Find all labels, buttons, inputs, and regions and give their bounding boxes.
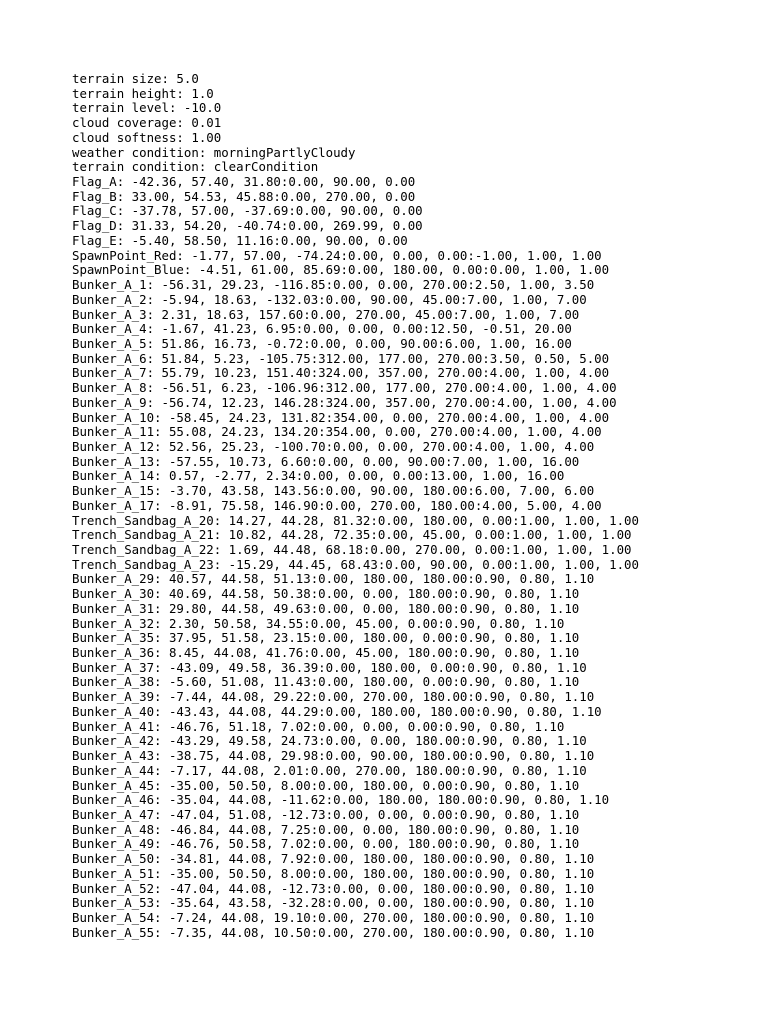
text-line: Bunker_A_39: -7.44, 44.08, 29.22:0.00, 270.00, 180.00:0.90, 0.80, 1.10 bbox=[72, 689, 595, 705]
text-line: Bunker_A_3: 2.31, 18.63, 157.60:0.00, 270.00, 45.00:7.00, 1.00, 7.00 bbox=[72, 306, 580, 322]
text-line: terrain size: 5.0 bbox=[72, 71, 199, 86]
text-line: SpawnPoint_Blue: -4.51, 61.00, 85.69:0.00, 180.00, 0.00:0.00, 1.00, 1.00 bbox=[72, 262, 610, 278]
text-line: Bunker_A_12: 52.56, 25.23, -100.70:0.00, 0.00, 270.00:4.00, 1.00, 4.00 bbox=[72, 438, 595, 454]
text-line: terrain height: 1.0 bbox=[72, 85, 214, 101]
text-line: Bunker_A_55: -7.35, 44.08, 10.50:0.00, 270.00, 180.00:0.90, 0.80, 1.10 bbox=[72, 924, 595, 940]
text-line: Bunker_A_43: -38.75, 44.08, 29.98:0.00, 90.00, 180.00:0.90, 0.80, 1.10 bbox=[72, 748, 595, 764]
text-line: Bunker_A_42: -43.29, 49.58, 24.73:0.00, 0.00, 180.00:0.90, 0.80, 1.10 bbox=[72, 733, 587, 749]
text-line: Bunker_A_35: 37.95, 51.58, 23.15:0.00, 180.00, 0.00:0.90, 0.80, 1.10 bbox=[72, 630, 580, 646]
text-line: Bunker_A_8: -56.51, 6.23, -106.96:312.00, 177.00, 270.00:4.00, 1.00, 4.00 bbox=[72, 380, 617, 396]
text-line: Bunker_A_10: -58.45, 24.23, 131.82:354.00, 0.00, 270.00:4.00, 1.00, 4.00 bbox=[72, 409, 610, 425]
text-line: Bunker_A_49: -46.76, 50.58, 7.02:0.00, 0.00, 180.00:0.90, 0.80, 1.10 bbox=[72, 836, 580, 852]
text-line: Bunker_A_17: -8.91, 75.58, 146.90:0.00, 270.00, 180.00:4.00, 5.00, 4.00 bbox=[72, 497, 602, 513]
text-line: Bunker_A_13: -57.55, 10.73, 6.60:0.00, 0.00, 90.00:7.00, 1.00, 16.00 bbox=[72, 453, 580, 469]
text-line: cloud softness: 1.00 bbox=[72, 129, 222, 145]
text-line: Bunker_A_47: -47.04, 51.08, -12.73:0.00, 0.00, 0.00:0.90, 0.80, 1.10 bbox=[72, 806, 580, 822]
text-line: Trench_Sandbag_A_21: 10.82, 44.28, 72.35:0.00, 45.00, 0.00:1.00, 1.00, 1.00 bbox=[72, 527, 632, 543]
text-line: Bunker_A_45: -35.00, 50.50, 8.00:0.00, 180.00, 0.00:0.90, 0.80, 1.10 bbox=[72, 777, 580, 793]
text-line: Bunker_A_1: -56.31, 29.23, -116.85:0.00, 0.00, 270.00:2.50, 1.00, 3.50 bbox=[72, 277, 595, 293]
text-line: Bunker_A_52: -47.04, 44.08, -12.73:0.00, 0.00, 180.00:0.90, 0.80, 1.10 bbox=[72, 880, 595, 896]
text-line: Bunker_A_36: 8.45, 44.08, 41.76:0.00, 45.00, 180.00:0.90, 0.80, 1.10 bbox=[72, 645, 580, 661]
text-line: weather condition: morningPartlyCloudy bbox=[72, 144, 356, 160]
text-line: SpawnPoint_Red: -1.77, 57.00, -74.24:0.00, 0.00, 0.00:-1.00, 1.00, 1.00 bbox=[72, 247, 602, 263]
text-line: Bunker_A_51: -35.00, 50.50, 8.00:0.00, 180.00, 180.00:0.90, 0.80, 1.10 bbox=[72, 865, 595, 881]
text-line: Bunker_A_41: -46.76, 51.18, 7.02:0.00, 0.00, 0.00:0.90, 0.80, 1.10 bbox=[72, 718, 565, 734]
text-line: Trench_Sandbag_A_20: 14.27, 44.28, 81.32:0.00, 180.00, 0.00:1.00, 1.00, 1.00 bbox=[72, 512, 639, 528]
text-line: Bunker_A_14: 0.57, -2.77, 2.34:0.00, 0.00, 0.00:13.00, 1.00, 16.00 bbox=[72, 468, 565, 484]
text-line: Flag_A: -42.36, 57.40, 31.80:0.00, 90.00, 0.00 bbox=[72, 174, 416, 190]
text-line: Bunker_A_4: -1.67, 41.23, 6.95:0.00, 0.00, 0.00:12.50, -0.51, 20.00 bbox=[72, 321, 572, 337]
text-line: Bunker_A_46: -35.04, 44.08, -11.62:0.00, 180.00, 180.00:0.90, 0.80, 1.10 bbox=[72, 792, 610, 808]
text-line: Trench_Sandbag_A_23: -15.29, 44.45, 68.43:0.00, 90.00, 0.00:1.00, 1.00, 1.00 bbox=[72, 556, 639, 572]
text-line: Bunker_A_40: -43.43, 44.08, 44.29:0.00, 180.00, 180.00:0.90, 0.80, 1.10 bbox=[72, 703, 602, 719]
text-line: Bunker_A_44: -7.17, 44.08, 2.01:0.00, 270.00, 180.00:0.90, 0.80, 1.10 bbox=[72, 762, 587, 778]
text-line: Flag_E: -5.40, 58.50, 11.16:0.00, 90.00, 0.00 bbox=[72, 232, 408, 248]
text-line: Bunker_A_7: 55.79, 10.23, 151.40:324.00, 357.00, 270.00:4.00, 1.00, 4.00 bbox=[72, 365, 610, 381]
text-line: Bunker_A_29: 40.57, 44.58, 51.13:0.00, 180.00, 180.00:0.90, 0.80, 1.10 bbox=[72, 571, 595, 587]
text-line: Flag_C: -37.78, 57.00, -37.69:0.00, 90.00, 0.00 bbox=[72, 203, 423, 219]
text-line: Bunker_A_30: 40.69, 44.58, 50.38:0.00, 0.00, 180.00:0.90, 0.80, 1.10 bbox=[72, 586, 580, 602]
text-line: Bunker_A_15: -3.70, 43.58, 143.56:0.00, 90.00, 180.00:6.00, 7.00, 6.00 bbox=[72, 483, 595, 499]
text-line: cloud coverage: 0.01 bbox=[72, 115, 222, 131]
text-line: Bunker_A_31: 29.80, 44.58, 49.63:0.00, 0.00, 180.00:0.90, 0.80, 1.10 bbox=[72, 600, 580, 616]
text-line: Bunker_A_37: -43.09, 49.58, 36.39:0.00, 180.00, 0.00:0.90, 0.80, 1.10 bbox=[72, 659, 587, 675]
text-line: Bunker_A_48: -46.84, 44.08, 7.25:0.00, 0.00, 180.00:0.90, 0.80, 1.10 bbox=[72, 821, 580, 837]
text-line: terrain level: -10.0 bbox=[72, 100, 222, 116]
text-line: Trench_Sandbag_A_22: 1.69, 44.48, 68.18:0.00, 270.00, 0.00:1.00, 1.00, 1.00 bbox=[72, 542, 632, 557]
text-line: Bunker_A_54: -7.24, 44.08, 19.10:0.00, 270.00, 180.00:0.90, 0.80, 1.10 bbox=[72, 909, 595, 925]
document-body bbox=[72, 72, 752, 940]
text-line: Flag_B: 33.00, 54.53, 45.88:0.00, 270.00, 0.00 bbox=[72, 188, 416, 204]
text-line: terrain condition: clearCondition bbox=[72, 159, 319, 175]
text-line: Bunker_A_6: 51.84, 5.23, -105.75:312.00, 177.00, 270.00:3.50, 0.50, 5.00 bbox=[72, 350, 610, 366]
text-line: Bunker_A_5: 51.86, 16.73, -0.72:0.00, 0.00, 90.00:6.00, 1.00, 16.00 bbox=[72, 335, 572, 351]
text-line: Bunker_A_38: -5.60, 51.08, 11.43:0.00, 180.00, 0.00:0.90, 0.80, 1.10 bbox=[72, 674, 580, 690]
text-line: Bunker_A_53: -35.64, 43.58, -32.28:0.00, 0.00, 180.00:0.90, 0.80, 1.10 bbox=[72, 895, 595, 911]
text-line: Flag_D: 31.33, 54.20, -40.74:0.00, 269.99, 0.00 bbox=[72, 218, 423, 234]
text-line: Bunker_A_11: 55.08, 24.23, 134.20:354.00, 0.00, 270.00:4.00, 1.00, 4.00 bbox=[72, 424, 602, 440]
text-line: Bunker_A_2: -5.94, 18.63, -132.03:0.00, 90.00, 45.00:7.00, 1.00, 7.00 bbox=[72, 291, 587, 307]
text-line: Bunker_A_32: 2.30, 50.58, 34.55:0.00, 45.00, 0.00:0.90, 0.80, 1.10 bbox=[72, 615, 565, 631]
text-line: Bunker_A_9: -56.74, 12.23, 146.28:324.00, 357.00, 270.00:4.00, 1.00, 4.00 bbox=[72, 394, 617, 410]
text-line: Bunker_A_50: -34.81, 44.08, 7.92:0.00, 180.00, 180.00:0.90, 0.80, 1.10 bbox=[72, 851, 595, 867]
